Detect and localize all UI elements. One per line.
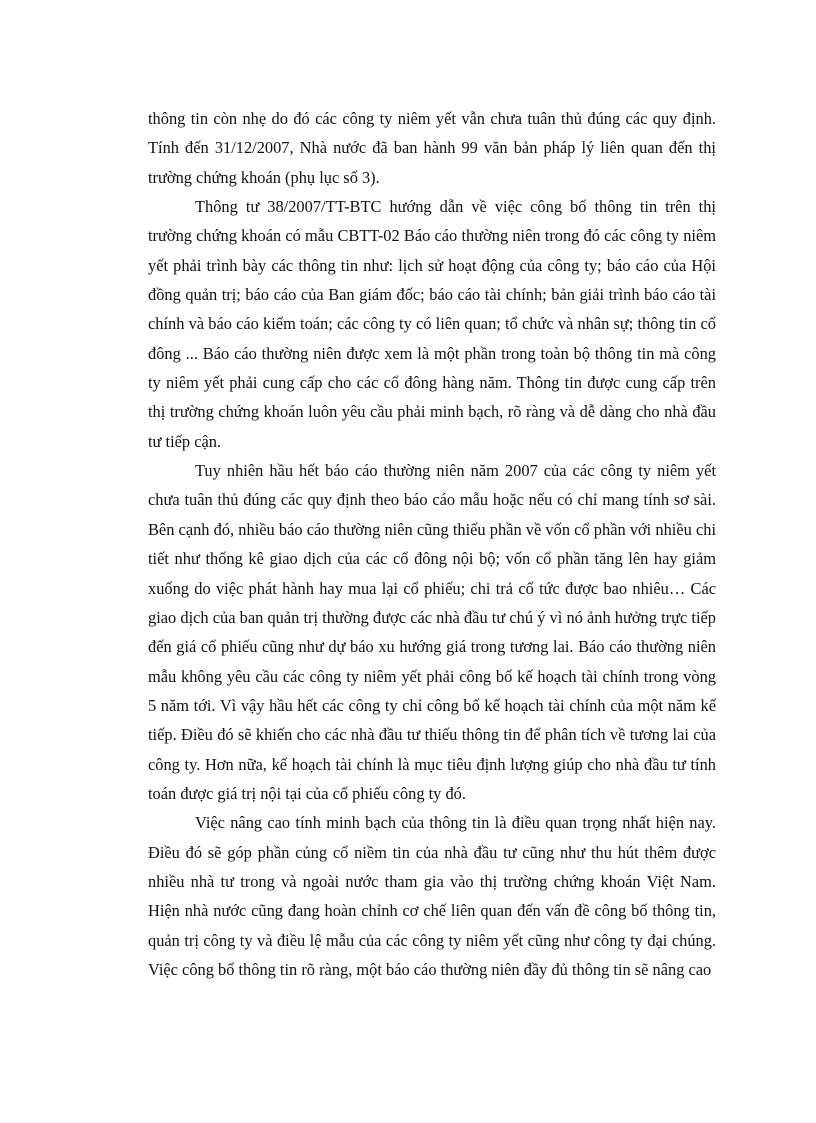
paragraph-continuation: thông tin còn nhẹ do đó các công ty niêm yết vẫn chưa tuân thủ đúng các quy định. Tính đến 31/12/2007, Nhà nước đã ban hành 99 văn bản pháp lý liên quan đến thị trường chứng khoán (phụ lục số 3). — [148, 109, 716, 187]
paragraph-circular-38: Thông tư 38/2007/TT-BTC hướng dẫn về việc công bố thông tin trên thị trường chứng khoán có mẫu CBTT-02 Báo cáo thường niên trong đó các công ty niêm yết phải trình bày các thông tin như: lịch sử hoạt động của công ty; báo cáo của Hội đồng quản trị; báo cáo của Ban giám đốc; báo cáo tài chính; bản giải trình báo cáo tài chính và báo cáo kiểm toán; các công ty có liên quan; tổ chức và nhân sự; thông tin cổ đông ... Báo cáo thường niên được xem là một phần trong toàn bộ thông tin mà công ty niêm yết phải cung cấp cho các cổ đông hàng năm. Thông tin được cung cấp trên thị trường chứng khoán luôn yêu cầu phải minh bạch, rõ ràng và dễ dàng cho nhà đầu tư tiếp cận. — [148, 197, 716, 451]
paragraph-annual-report-issues: Tuy nhiên hầu hết báo cáo thường niên năm 2007 của các công ty niêm yết chưa tuân thủ đúng các quy định theo báo cáo mẫu hoặc nếu có chỉ mang tính sơ sài. Bên cạnh đó, nhiều báo cáo thường niên cũng thiếu phần về vốn cổ phần với nhiều chi tiết như thống kê giao dịch của các cổ đông nội bộ; vốn cổ phần tăng lên hay giảm xuống do việc phát hành hay mua lại cổ phiếu; chi trả cổ tức được bao nhiêu… Các giao dịch của ban quản trị thường được các nhà đầu tư chú ý vì nó ảnh hưởng trực tiếp đến giá cổ phiếu cũng như dự báo xu hướng giá trong tương lai. Báo cáo thường niên mẫu không yêu cầu các công ty niêm yết phải công bố kế hoạch tài chính trong vòng 5 năm tới. Vì vậy hầu hết các công ty chỉ công bố kế hoạch tài chính của một năm kế tiếp. Điều đó sẽ khiến cho các nhà đầu tư thiếu thông tin để phân tích về tương lai của công ty. Hơn nữa, kế hoạch tài chính là mục tiêu định lượng giúp cho nhà đầu tư tính toán được giá trị nội tại của cổ phiếu công ty đó. — [148, 461, 716, 803]
paragraph-transparency: Việc nâng cao tính minh bạch của thông tin là điều quan trọng nhất hiện nay. Điều đó sẽ góp phần củng cố niềm tin của nhà đầu tư cũng như thu hút thêm được nhiều nhà tư trong và ngoài nước tham gia vào thị trường chứng khoán Việt Nam. Hiện nhà nước cũng đang hoàn chỉnh cơ chế liên quan đến vấn đề công bố thông tin, quản trị công ty và điều lệ mẫu của các công ty niêm yết cũng như công ty đại chúng. Việc công bố thông tin rõ ràng, một báo cáo thường niên đầy đủ thông tin sẽ nâng cao — [148, 813, 716, 979]
body-text — [148, 104, 716, 984]
